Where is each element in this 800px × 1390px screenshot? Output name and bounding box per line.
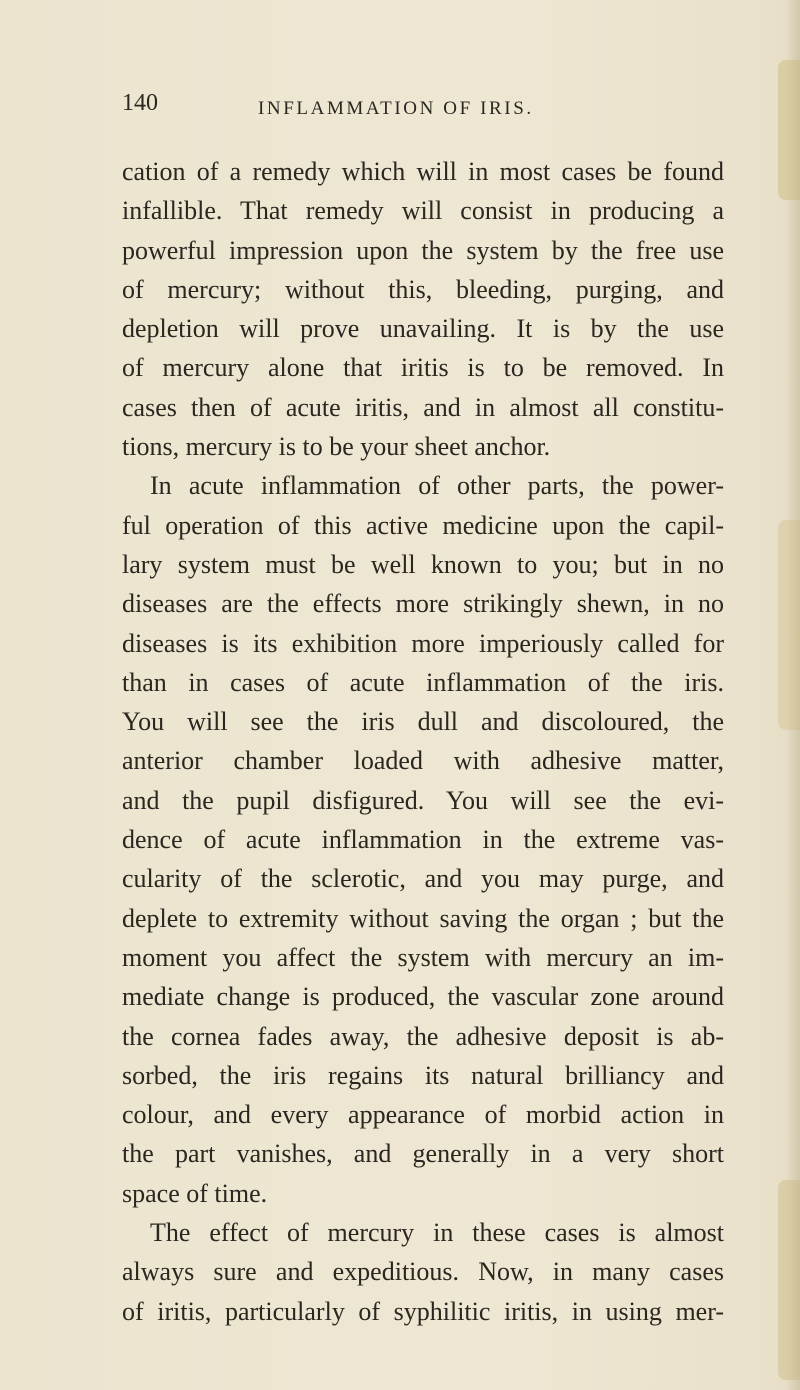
page-header	[122, 90, 682, 130]
text-line: of iritis, particularly of syphilitic iritis, in using mer-	[122, 1296, 724, 1326]
text-line: The effect of mercury in these cases is almost	[150, 1218, 724, 1248]
text-line: always sure and expeditious. Now, in many cases	[122, 1257, 724, 1287]
text-line: colour, and every appearance of morbid action in	[122, 1100, 724, 1130]
page-stain	[778, 520, 800, 730]
text-line: than in cases of acute inflammation of the iris.	[122, 667, 724, 697]
page-stain	[778, 60, 800, 200]
running-head: INFLAMMATION OF IRIS.	[258, 98, 534, 119]
text-line: depletion will prove unavailing. It is by the use	[122, 314, 724, 344]
text-line: cases then of acute iritis, and in almost all constitu-	[122, 392, 724, 422]
text-line: the cornea fades away, the adhesive deposit is ab-	[122, 1021, 724, 1051]
text-line: ful operation of this active medicine upon the capil-	[122, 510, 724, 540]
body-text	[122, 152, 724, 1331]
text-line: cation of a remedy which will in most cases be found	[122, 157, 724, 186]
text-line: diseases is its exhibition more imperiously called for	[122, 628, 724, 658]
page-stain	[778, 1180, 800, 1380]
text-line: and the pupil disfigured. You will see the evi-	[122, 785, 724, 815]
text-line: deplete to extremity without saving the organ ; but the	[122, 903, 724, 933]
text-line: lary system must be well known to you; but in no	[122, 549, 724, 579]
text-line: of mercury alone that iritis is to be removed. In	[122, 353, 724, 383]
page-number: 140	[122, 90, 158, 116]
text-line: space of time.	[122, 1178, 268, 1208]
text-line: of mercury; without this, bleeding, purging, and	[122, 274, 724, 304]
text-line: dence of acute inflammation in the extreme vas-	[122, 825, 724, 855]
text-line: tions, mercury is to be your sheet anchor.	[122, 432, 551, 462]
text-line: In acute inflammation of other parts, the power-	[150, 471, 724, 501]
text-line: powerful impression upon the system by the free use	[122, 235, 724, 265]
text-line: cularity of the sclerotic, and you may purge, and	[122, 864, 724, 894]
text-line: mediate change is produced, the vascular zone around	[122, 982, 724, 1012]
text-line: the part vanishes, and generally in a very short	[122, 1139, 724, 1169]
text-line: You will see the iris dull and discoloured, the	[122, 707, 724, 737]
text-line: moment you affect the system with mercury an im-	[122, 942, 724, 972]
text-line: anterior chamber loaded with adhesive matter,	[122, 746, 724, 776]
text-line: sorbed, the iris regains its natural brilliancy and	[122, 1060, 724, 1090]
text-line: infallible. That remedy will consist in producing a	[122, 196, 724, 226]
text-line: diseases are the effects more strikingly shewn, in no	[122, 589, 724, 619]
